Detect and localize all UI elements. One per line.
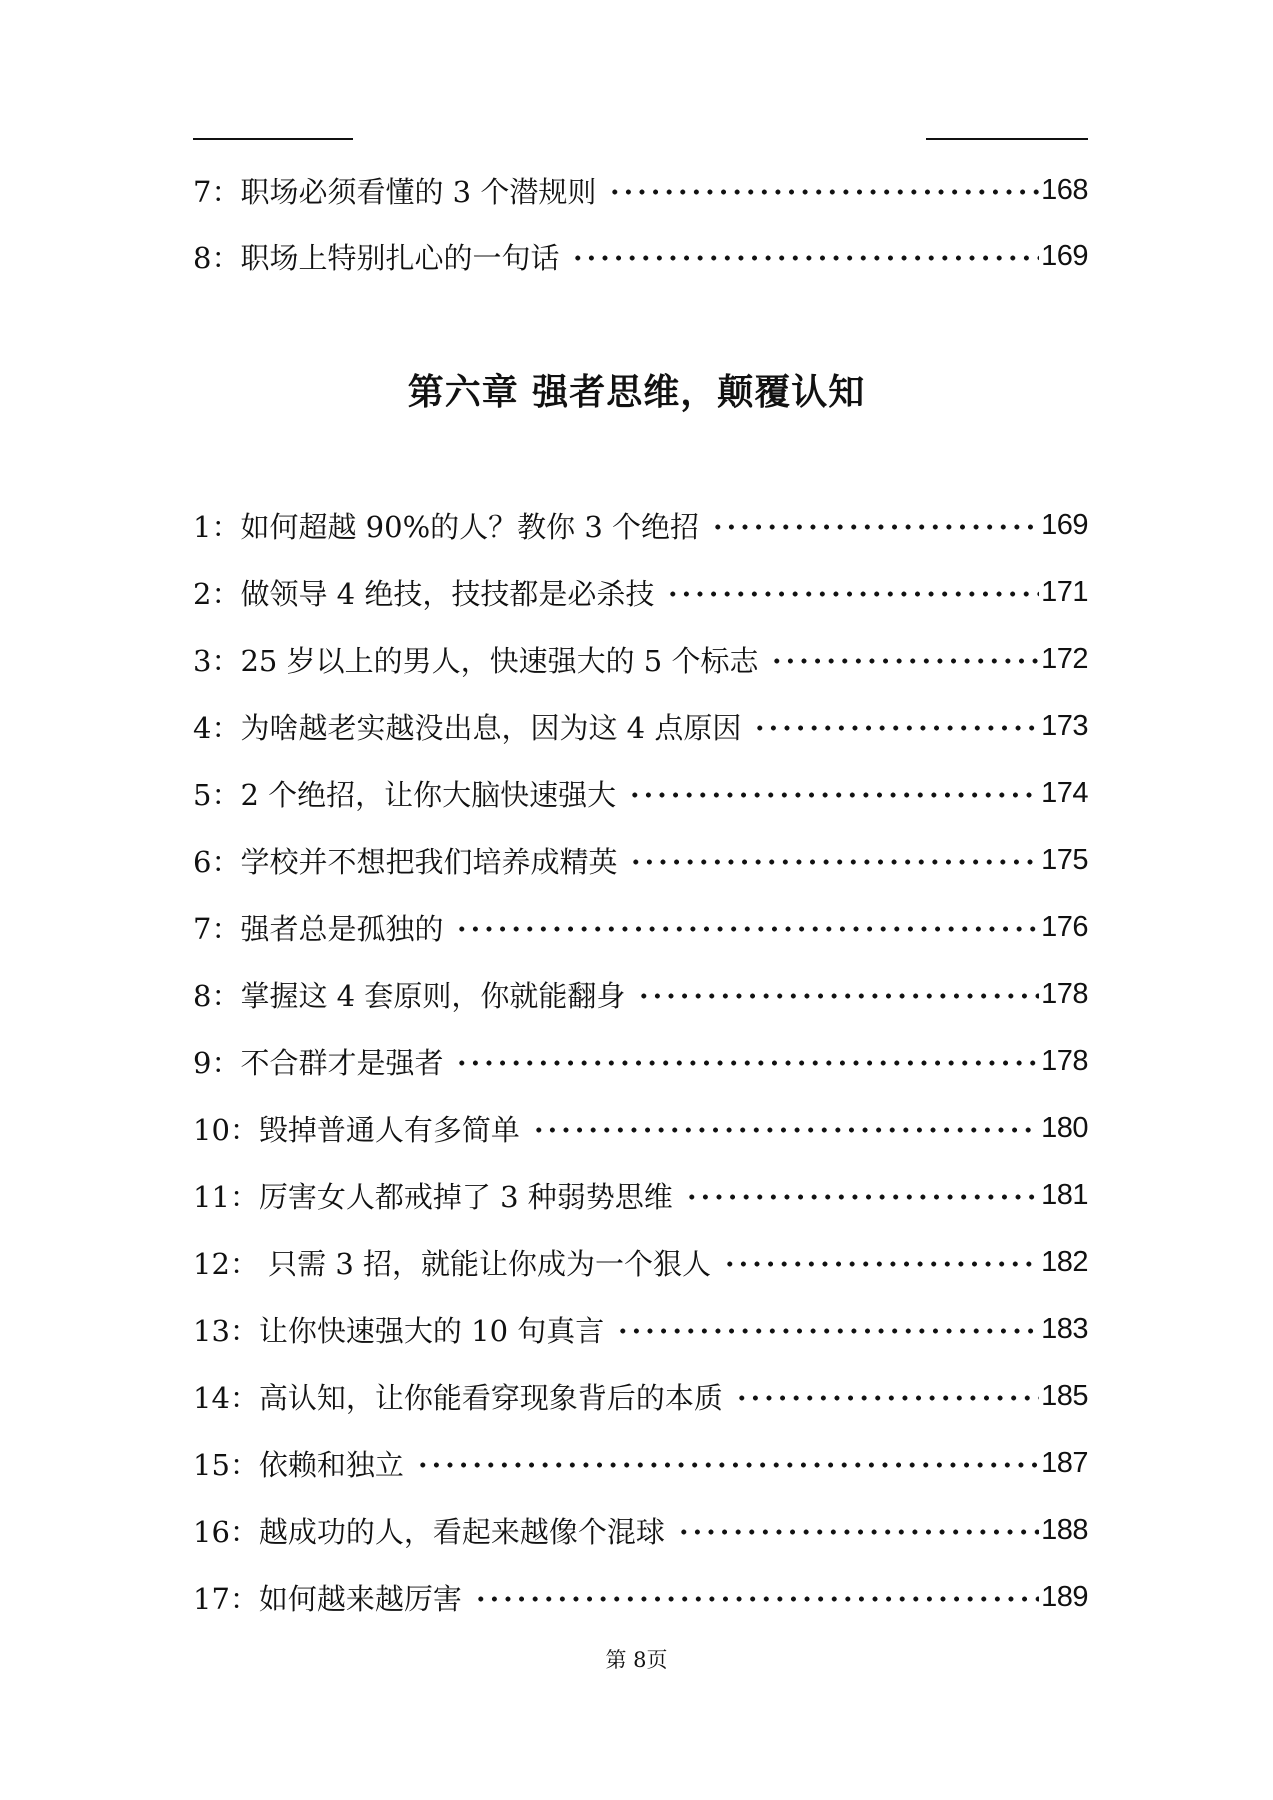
toc-leader-dots	[628, 771, 1039, 815]
toc-entry-number: 6：	[193, 844, 241, 879]
toc-leader-dots	[723, 1240, 1039, 1284]
toc-entry-page: 178	[1041, 1044, 1088, 1077]
toc-entry-number: 5：	[193, 777, 241, 812]
toc-entry-page: 189	[1041, 1580, 1088, 1613]
toc-entry[interactable]	[193, 570, 1088, 614]
toc-entry-title: 做领导 4 绝技，技技都是必杀技	[240, 576, 655, 611]
toc-entry-title: 掌握这 4 套原则，你就能翻身	[240, 978, 626, 1013]
toc-entry-page: 173	[1041, 709, 1088, 742]
toc-entry-number: 13：	[193, 1313, 259, 1348]
toc-entry-title: 高认知，让你能看穿现象背后的本质	[258, 1380, 723, 1415]
toc-leader-dots	[666, 570, 1039, 614]
toc-entry-number: 16：	[193, 1514, 259, 1549]
toc-entry-page: 168	[1041, 173, 1088, 206]
toc-leader-dots	[616, 1307, 1039, 1351]
toc-leader-dots	[571, 234, 1039, 278]
toc-entry-number: 8：	[193, 240, 241, 275]
toc-leader-dots	[711, 503, 1039, 547]
toc-leader-dots	[770, 637, 1039, 681]
toc-entry[interactable]	[193, 234, 1088, 278]
toc-leader-dots	[455, 1039, 1039, 1083]
toc-leader-dots	[735, 1374, 1039, 1418]
toc-entry-number: 11：	[193, 1179, 259, 1214]
toc-entry-page: 175	[1041, 843, 1088, 876]
toc-entry-page: 180	[1041, 1111, 1088, 1144]
toc-entry-title: 为啥越老实越没出息，因为这 4 点原因	[240, 710, 742, 745]
toc-entry[interactable]	[193, 905, 1088, 949]
page-number-footer: 第 8页	[605, 1648, 668, 1672]
toc-entry-number: 4：	[193, 710, 241, 745]
toc-entry-title: 强者总是孤独的	[240, 911, 444, 946]
toc-entry-page: 174	[1041, 776, 1088, 809]
toc-entry-title: 越成功的人，看起来越像个混球	[258, 1514, 665, 1549]
toc-entry[interactable]	[193, 1173, 1088, 1217]
toc-entry[interactable]	[193, 838, 1088, 882]
toc-entry-page: 187	[1041, 1446, 1088, 1479]
toc-entry-title: 职场上特别扎心的一句话	[240, 240, 560, 275]
toc-entry-number: 17：	[193, 1581, 259, 1616]
toc-leader-dots	[608, 168, 1039, 212]
toc-entry[interactable]	[193, 168, 1088, 212]
toc-leader-dots	[474, 1575, 1039, 1619]
toc-leader-dots	[532, 1106, 1039, 1150]
toc-entry-page: 171	[1041, 575, 1088, 608]
toc-leader-dots	[677, 1508, 1039, 1552]
toc-entry-title: 让你快速强大的 10 句真言	[258, 1313, 605, 1348]
toc-entry-page: 183	[1041, 1312, 1088, 1345]
toc-entry-title: 职场必须看懂的 3 个潜规则	[240, 174, 597, 209]
toc-entry[interactable]	[193, 1441, 1088, 1485]
toc-entry-page: 169	[1041, 239, 1088, 272]
toc-entry[interactable]	[193, 1374, 1088, 1418]
toc-entry-number: 7：	[193, 174, 241, 209]
toc-entry-title: 如何超越 90%的人？教你 3 个绝招	[240, 509, 700, 544]
toc-entry-number: 1：	[193, 509, 241, 544]
toc-entry[interactable]	[193, 1240, 1088, 1284]
toc-entry[interactable]	[193, 503, 1088, 547]
toc-entry-page: 188	[1041, 1513, 1088, 1546]
toc-entry-title: 25 岁以上的男人，快速强大的 5 个标志	[240, 643, 759, 678]
toc-entry-page: 182	[1041, 1245, 1088, 1278]
toc-entry-page: 178	[1041, 977, 1088, 1010]
toc-entry-title: 依赖和独立	[258, 1447, 404, 1482]
header-rule-left	[193, 138, 353, 140]
toc-entry-page: 172	[1041, 642, 1088, 675]
toc-entry[interactable]	[193, 1575, 1088, 1619]
toc-entry-number: 2：	[193, 576, 241, 611]
toc-entry-title: 不合群才是强者	[240, 1045, 444, 1080]
toc-entry[interactable]	[193, 1039, 1088, 1083]
toc-leader-dots	[685, 1173, 1039, 1217]
toc-leader-dots	[455, 905, 1039, 949]
toc-entry-number: 15：	[193, 1447, 259, 1482]
toc-entry-title: 只需 3 招，就能让你成为一个狠人	[258, 1246, 712, 1281]
toc-leader-dots	[629, 838, 1039, 882]
toc-leader-dots	[416, 1441, 1039, 1485]
toc-entry-page: 185	[1041, 1379, 1088, 1412]
toc-entry-number: 9：	[193, 1045, 241, 1080]
toc-entry-number: 10：	[193, 1112, 259, 1147]
toc-entry-title: 厉害女人都戒掉了 3 种弱势思维	[258, 1179, 673, 1214]
toc-entry-page: 176	[1041, 910, 1088, 943]
toc-entry-number: 12：	[193, 1246, 259, 1281]
toc-entry-title: 毁掉普通人有多简单	[258, 1112, 520, 1147]
toc-entry-title: 2 个绝招，让你大脑快速强大	[240, 777, 617, 812]
toc-entry-number: 8：	[193, 978, 241, 1013]
toc-entry-number: 14：	[193, 1380, 259, 1415]
toc-leader-dots	[637, 972, 1039, 1016]
toc-entry-page: 169	[1041, 508, 1088, 541]
toc-entry-page: 181	[1041, 1178, 1088, 1211]
toc-leader-dots	[753, 704, 1039, 748]
chapter-title: 第六章 强者思维，颠覆认知	[407, 372, 866, 413]
toc-entry[interactable]	[193, 1508, 1088, 1552]
toc-entry[interactable]	[193, 771, 1088, 815]
toc-entry-number: 7：	[193, 911, 241, 946]
toc-entry[interactable]	[193, 972, 1088, 1016]
toc-entry[interactable]	[193, 1106, 1088, 1150]
toc-entry[interactable]	[193, 637, 1088, 681]
header-rule-right	[926, 138, 1088, 140]
toc-entry[interactable]	[193, 1307, 1088, 1351]
toc-entry[interactable]	[193, 704, 1088, 748]
toc-entry-title: 学校并不想把我们培养成精英	[240, 844, 618, 879]
toc-entry-number: 3：	[193, 643, 241, 678]
toc-entry-title: 如何越来越厉害	[258, 1581, 462, 1616]
